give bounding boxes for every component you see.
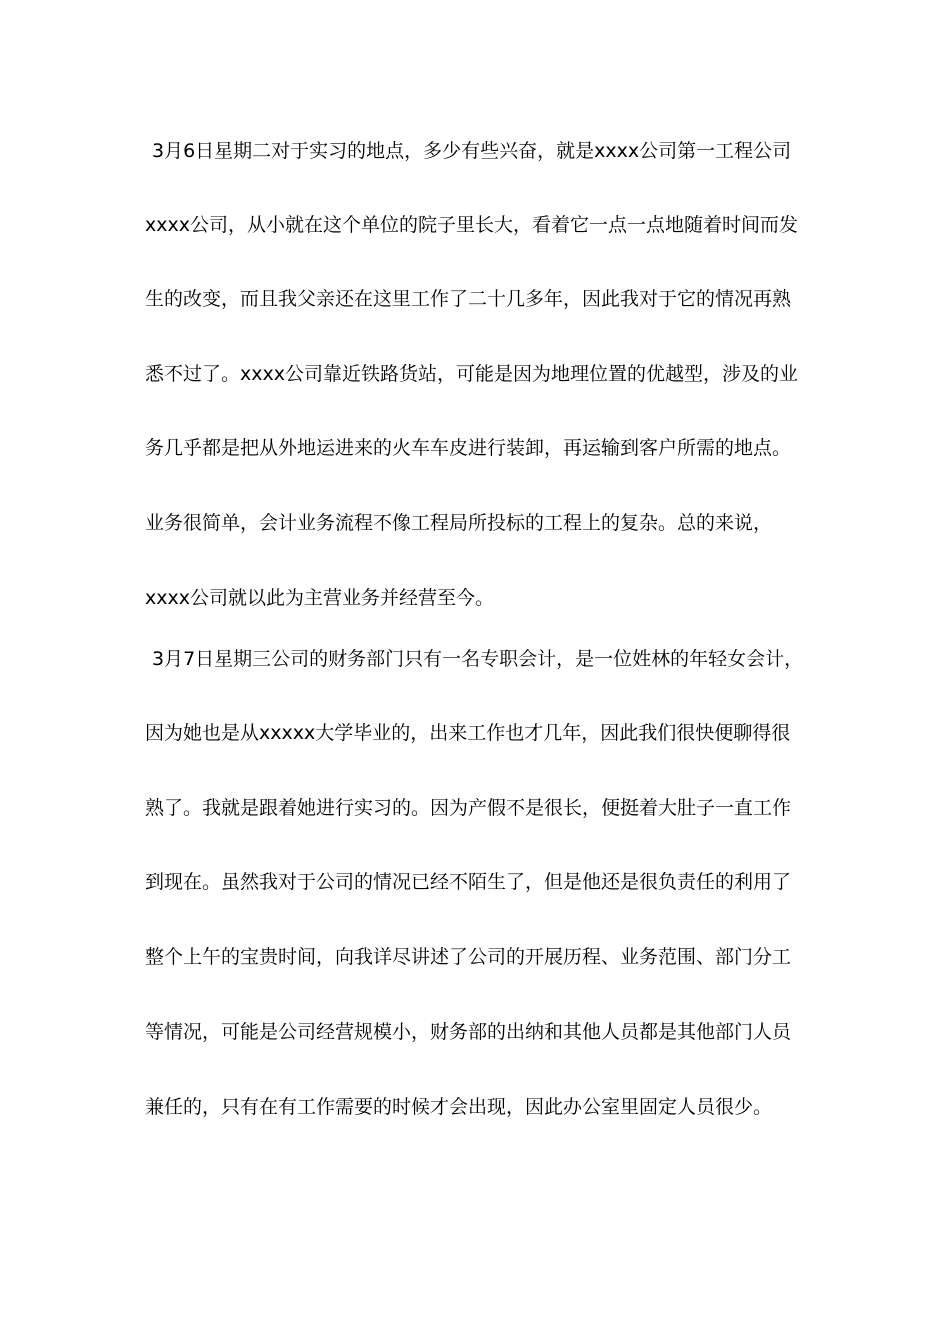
paragraph-1-line-3: 生的改变，而且我父亲还在这里工作了二十几多年，因此我对于它的情况再熟 [145, 288, 792, 310]
paragraph-2-line-1: 3月7日星期三公司的财务部门只有一名专职会计，是一位姓林的年轻女会计， [152, 648, 804, 670]
paragraph-2-line-2: 因为她也是从xxxxx大学毕业的，出来工作也才几年，因此我们很快便聊得很 [145, 722, 791, 744]
paragraph-2-line-3: 熟了。我就是跟着她进行实习的。因为产假不是很长，便挺着大肚子一直工作 [145, 797, 792, 819]
paragraph-2-line-4: 到现在。虽然我对于公司的情况已经不陌生了，但是他还是很负责任的利用了 [145, 871, 792, 893]
paragraph-1-line-7: xxxx公司就以此为主营业务并经营至今。 [145, 587, 494, 609]
paragraph-2-line-5: 整个上午的宝贵时间，向我详尽讲述了公司的开展历程、业务范围、部门分工 [145, 946, 792, 968]
paragraph-1-line-2: xxxx公司，从小就在这个单位的院子里长大，看着它一点一点地随着时间而发 [145, 214, 798, 236]
paragraph-1-line-4: 悉不过了。xxxx公司靠近铁路货站，可能是因为地理位置的优越型，涉及的业 [145, 363, 798, 385]
paragraph-1-line-5: 务几乎都是把从外地运进来的火车车皮进行装卸，再运输到客户所需的地点。 [145, 437, 792, 459]
paragraph-2-line-6: 等情况，可能是公司经营规模小，财务部的出纳和其他人员都是其他部门人员 [145, 1021, 792, 1043]
paragraph-2-line-7: 兼任的，只有在有工作需要的时候才会出现，因此办公室里固定人员很少。 [145, 1096, 773, 1118]
paragraph-1-line-1: 3月6日星期二对于实习的地点，多少有些兴奋，就是xxxx公司第一工程公司 [152, 140, 792, 162]
paragraph-1-line-6: 业务很简单，会计业务流程不像工程局所投标的工程上的复杂。总的来说， [145, 512, 773, 534]
